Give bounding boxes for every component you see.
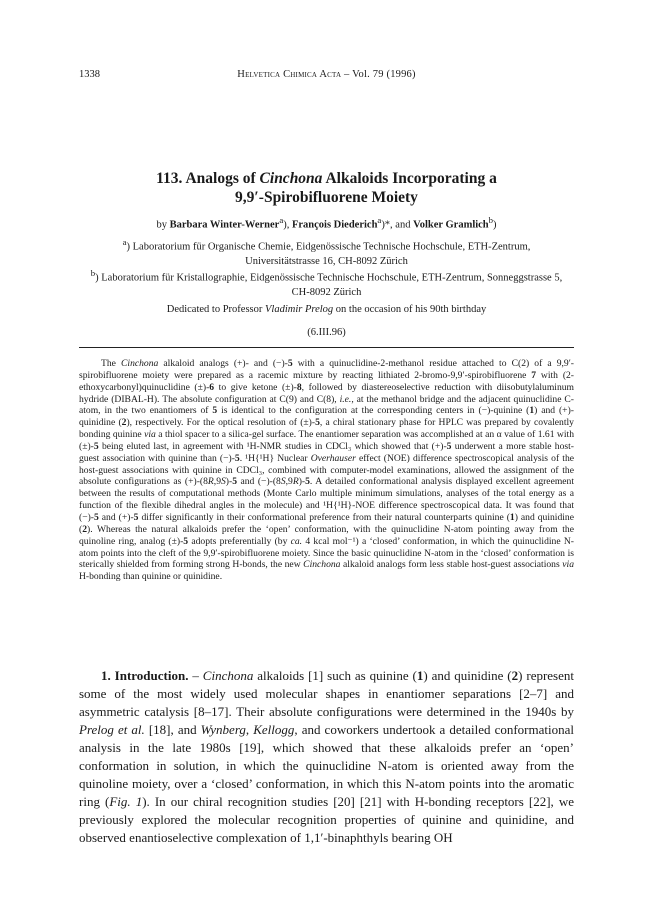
authors-end: ) — [493, 219, 497, 231]
text-run: i.e. — [339, 393, 352, 405]
text-run: , a chiral stationary phase for HPLC was prepared by covalently bonding quinine — [79, 417, 574, 441]
affiliation-a — [80, 235, 573, 269]
text-run: , followed by diastereoselective reduction with diisobutylaluminum hydride (DIBAL-H). The absolute configuration at C(9) and C(8), — [79, 381, 575, 405]
text-run: – — [188, 668, 203, 683]
title-italic: Cinchona — [259, 170, 323, 187]
text-run: 7 — [531, 369, 537, 381]
text-run: 1 — [509, 511, 515, 523]
text-run: 8 — [296, 381, 302, 393]
author-3-sup: b — [488, 215, 494, 225]
text-run: Cinchona — [303, 559, 341, 571]
dedication-name: Vladimir Prelog — [265, 304, 334, 315]
text-run: Cinchona — [121, 358, 159, 369]
article-number: 113. — [156, 170, 183, 187]
text-run: Prelog et al. — [79, 722, 145, 737]
text-run: 2 — [82, 523, 87, 535]
text-run: underwent a more stable host-guest association with quinine than (−)- — [79, 440, 574, 464]
text-run: 5 — [234, 452, 240, 464]
running-head — [0, 69, 653, 80]
text-run: with (2-ethoxycarbonyl)quinuclidine (±)- — [79, 369, 575, 393]
text-run: The — [101, 358, 122, 369]
text-run: being eluted last, in agreement with ¹H-NMR studies in CDCl₃ which showed that (+)- — [98, 440, 447, 452]
affiliation-b-line1: ) Laboratorium für Kristallographie, Eidgenössische Technische Hochschule, ETH-Zentrum, Sonneggstrasse 5, — [95, 272, 563, 284]
text-run: Overhauser — [310, 452, 356, 464]
text-run: 5 — [287, 358, 293, 369]
text-run: , and coworkers undertook a detailed conformational analysis in the late 1980s [19], which showed that these alkaloids prefer an ‘open’ conformation in solution, in which the quinuclidine N-atom is oriented away from the quinoline moiety, over a ‘closed’ conformation, in which this N-atom points into the aromatic ring ( — [79, 722, 574, 809]
text-run: alkaloids [1] such as quinine ( — [253, 668, 417, 683]
text-run: differ significantly in their conformational preference from their natural counterparts quinine ( — [138, 511, 510, 523]
text-run: )- — [225, 476, 233, 488]
volume-year: – Vol. 79 (1996) — [341, 69, 416, 80]
text-run: 1 — [529, 405, 535, 417]
text-run: Cinchona — [202, 668, 254, 683]
text-run: Kellogg — [253, 722, 295, 737]
text-run: S — [221, 476, 226, 488]
affiliation-a-sup: a — [122, 237, 127, 247]
text-run: S — [280, 476, 286, 488]
text-run: alkaloid analogs (+)- and (−)- — [158, 358, 288, 369]
text-run: adopts preferentially (by — [188, 535, 291, 547]
introduction-paragraph — [79, 667, 574, 847]
text-run: 5 — [94, 511, 99, 523]
text-run: 5 — [183, 535, 189, 547]
author-1: Barbara Winter-Werner — [169, 219, 280, 231]
text-run: ca. — [290, 535, 303, 547]
text-run: . ¹H{¹H} Nuclear — [239, 452, 311, 464]
text-run: ,9 — [285, 476, 293, 488]
text-run: 5 — [93, 440, 99, 452]
text-run: 2 — [511, 668, 519, 683]
text-run: 1 — [416, 668, 424, 683]
text-run: ,9 — [213, 476, 221, 488]
text-run: ). Whereas the natural alkaloids prefer the ‘open’ conformation, with the quinuclidine N-atom pointing away from the quinoline ring, analog (±)- — [79, 523, 574, 547]
text-run: ) and quinidine ( — [79, 511, 574, 535]
text-run: with a quinuclidine-2-methanol residue attached to C(2) of a 9,9′-spirobifluorene moiety were prepared as a racemic mixture by reacting lithiated 2-bromo-9,9′-spirobifluorene — [79, 358, 574, 381]
section-heading: 1. Introduction. — [101, 668, 189, 683]
text-run: 2 — [121, 417, 127, 429]
text-run: via — [144, 429, 156, 441]
affiliation-b-line2: CH-8092 Zürich — [291, 286, 362, 298]
text-run: R — [207, 476, 214, 488]
affiliation-a-line1: ) Laboratorium für Organische Chemie, Eidgenössische Technische Hochschule, ETH-Zentrum, — [126, 241, 531, 253]
author-line — [70, 213, 583, 233]
journal-name: Helvetica Chimica Acta — [237, 69, 342, 80]
dedication-pre: Dedicated to Professor — [166, 304, 265, 315]
text-run: 5 — [305, 476, 310, 488]
text-run: 5 — [212, 405, 218, 417]
text-run: Wynberg — [200, 722, 246, 737]
text-run: ) and (+)-quinidine ( — [79, 405, 574, 429]
article-title — [90, 169, 563, 207]
text-run: , — [245, 722, 254, 737]
text-run: a thiol spacer to a silica-gel surface. The enantiomer separation was accomplished at an α value of 1.61 with (±)- — [79, 429, 574, 452]
text-run: 5 — [133, 511, 139, 523]
affiliation-a-line2: Universitätstrasse 16, CH-8092 Zürich — [245, 255, 408, 267]
text-run: and (−)-(8 — [236, 476, 281, 488]
text-run: to give ketone (±)- — [214, 381, 297, 393]
running-header — [0, 69, 653, 85]
text-run: H-bonding than quinine or quinidine. — [79, 571, 223, 583]
text-run: 6 — [209, 381, 215, 393]
page-number: 1338 — [79, 69, 100, 80]
abstract — [79, 358, 574, 583]
text-run: ) represent some of the most widely used molecular shapes in enantiomer separations [2–7] and asymmetric catalysis [8–17]. Their absolute configurations were determined in the 1940s by — [79, 668, 574, 719]
authors-by: by — [156, 219, 170, 231]
text-run: 5 — [446, 440, 452, 452]
title-line2: 9,9′-Spirobifluorene Moiety — [235, 189, 418, 206]
authors-sep2: )*, and — [381, 219, 414, 231]
text-run: [18], and — [144, 722, 201, 737]
text-run: ), respectively. For the optical resolution of (±)- — [126, 417, 316, 429]
author-2-sup: a — [377, 215, 382, 225]
affiliation-b-sup: b — [90, 268, 96, 278]
text-run: R — [292, 476, 299, 488]
text-run: effect (NOE) difference spectroscopical analysis of the host-guest associations with quinine in CDCl₃, combined with computer-model examinations, allowed the assignment of the absolute configurations as (+)-(8 — [79, 452, 575, 488]
affiliation-b — [80, 266, 573, 300]
author-2: François Diederich — [291, 219, 378, 231]
text-run: is identical to the configuration at the corresponding centers in (−)-quinine ( — [217, 405, 530, 417]
text-run: , at the methanol bridge and the adjacent quinuclidine C-atom, in the two enantiomers of — [79, 393, 575, 417]
author-3: Volker Gramlich — [413, 219, 489, 231]
text-run: and (+)- — [98, 511, 134, 523]
text-run: )- — [298, 476, 306, 488]
text-run: 5 — [232, 476, 237, 488]
text-run: 5 — [315, 417, 320, 429]
text-run: 4 kcal mol⁻¹) a ‘closed’ conformation, in which the quinuclidine N-atom points into the cleft of the 9,9′-spirobifluorene moiety. Since the basic quinuclidine N-atom in the ‘closed’ conformation is sterically shielded from forming strong H-bonds, the new — [79, 535, 574, 571]
dedication-post: on the occasion of his 90th birthday — [333, 304, 487, 315]
text-run: ). In our chiral recognition studies [20] [21] with H-bonding receptors [22], we previously explored the molecular recognition properties of quinine and quinidine, and observed enantioselective complexation of 1,1′-binaphthyls bearing OH — [79, 794, 574, 845]
text-run: . A detailed conformational analysis displayed excellent agreement between the results of computational methods (Monte Carlo multiple minimum simulations, analyses of the total energy as a function of the flexible dihedral angles in the molecule) and ¹H{¹H}-NOE difference spectroscopical data. It was found that (−)- — [79, 476, 575, 523]
received-date: (6.III.96) — [307, 327, 346, 338]
authors-sep1: ), — [283, 219, 292, 231]
text-run: alkaloid analogs form less stable host-guest associations — [340, 559, 563, 571]
text-run: ) and quinidine ( — [423, 668, 512, 683]
text-run: via — [562, 559, 574, 571]
text-run: Fig. 1 — [109, 794, 143, 809]
author-1-sup: a — [279, 215, 284, 225]
dedication — [70, 303, 583, 317]
title-post: Alkaloids Incorporating a — [322, 170, 497, 187]
title-pre: Analogs of — [185, 170, 260, 187]
divider-rule — [79, 347, 574, 348]
